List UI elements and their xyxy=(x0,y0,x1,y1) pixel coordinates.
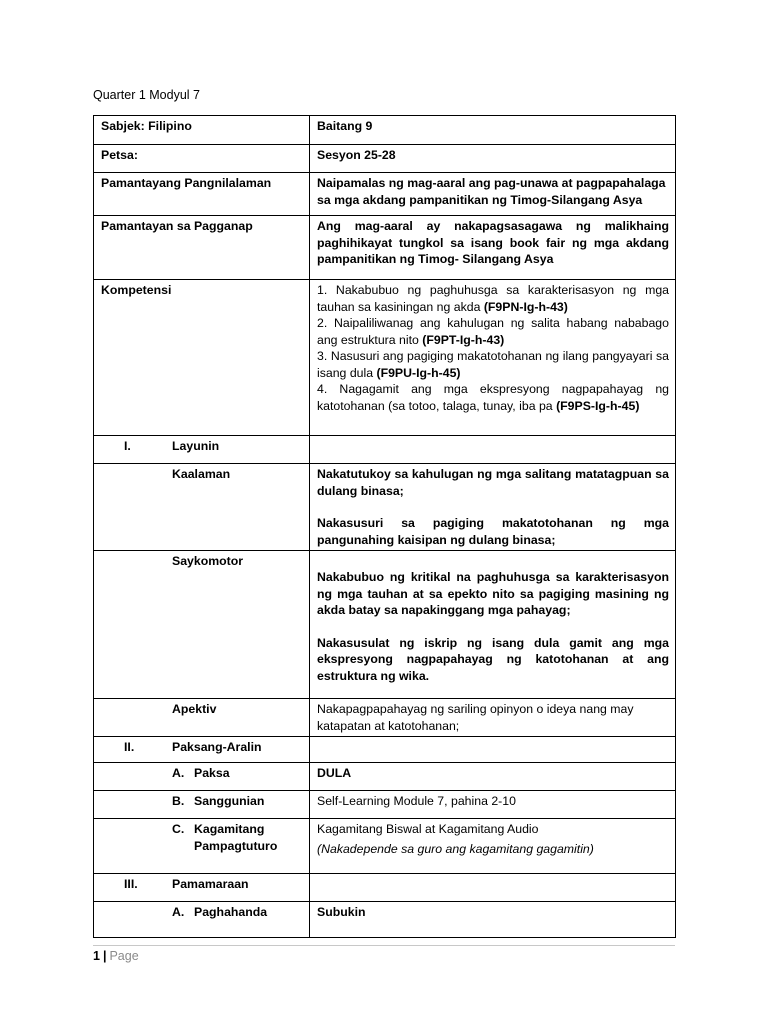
table-row xyxy=(94,551,676,699)
item-letter: A. xyxy=(172,905,185,919)
table-row xyxy=(94,173,676,216)
paghahanda-value: Subukin xyxy=(310,902,676,938)
table-row xyxy=(94,216,676,280)
table-row xyxy=(94,874,676,902)
sesyon-cell: Sesyon 25-28 xyxy=(310,145,676,173)
page-label: Page xyxy=(109,949,139,963)
table-row xyxy=(94,436,676,464)
kagamitan-value: Kagamitang Biswal at Kagamitang Audio (Nakadepende sa guro ang kagamitang gagamitin) xyxy=(310,819,676,874)
apektiv-value: Nakapagpapahayag ng sariling opinyon o ideya nang may katapatan at katotohanan; xyxy=(310,699,676,737)
sabjek-cell: Sabjek: Filipino xyxy=(94,116,310,145)
kompetensi-label: Kompetensi xyxy=(94,280,310,436)
layunin-header xyxy=(94,436,310,464)
table-row xyxy=(94,280,676,436)
section-number: III. xyxy=(124,877,138,891)
footer-separator: | xyxy=(102,949,107,963)
baitang-cell: Baitang 9 xyxy=(310,116,676,145)
kagamitan-note: (Nakadepende sa guro ang kagamitang gagamitin) xyxy=(317,841,594,856)
kompetensi-value xyxy=(310,280,676,436)
kompetensi-item: 1. Nakabubuo ng paghuhusga sa karakterisasyon ng mga tauhan sa kasiningan ng akda (F9PN-Ig-h-43) xyxy=(317,283,669,314)
page-number: 1 xyxy=(93,949,100,963)
section-number: I. xyxy=(124,439,131,453)
petsa-cell: Petsa: xyxy=(94,145,310,173)
kompetensi-item: 3. Nasusuri ang pagiging makatotohanan ng ilang pangyayari sa isang dula (F9PU-Ig-h-45) xyxy=(317,349,669,380)
paksa-label: Paksa xyxy=(194,766,230,780)
table-row xyxy=(94,116,676,145)
pagganap-value: Ang mag-aaral ay nakapagsasagawa ng malikhaing paghihikayat tungkol sa isang book fair ng mga akdang pampanitikan ng Timog- Silangang Asya xyxy=(310,216,676,280)
pangnilalaman-value: Naipamalas ng mag-aaral ang pag-unawa at pagpapahalaga sa mga akdang pampanitikan ng Timog-Silangang Asya xyxy=(310,173,676,216)
section-title: Pamamaraan xyxy=(172,877,249,891)
kaalaman-label: Kaalaman xyxy=(172,467,231,481)
page-title: Quarter 1 Modyul 7 xyxy=(93,88,200,102)
table-row xyxy=(94,819,676,874)
table-row xyxy=(94,902,676,938)
table-row xyxy=(94,464,676,551)
apektiv-label: Apektiv xyxy=(172,702,217,716)
sanggunian-label: Sanggunian xyxy=(194,794,265,808)
table-row xyxy=(94,791,676,819)
saykomotor-value: Nakabubuo ng kritikal na paghuhusga sa karakterisasyon ng mga tauhan at sa epekto nito sa pagiging masining ng akda batay sa napakinggang mga pahayag; Nakasusulat ng iskrip ng isang dula gamit ang mga ekspresyong nagpapahayag ng katotohanan at ang estruktura ng wika. xyxy=(310,551,676,699)
kompetensi-item: 4. Nagagamit ang mga ekspresyong nagpapahayag ng katotohanan (sa totoo, talaga, tunay, iba pa (F9PS-Ig-h-45) xyxy=(317,382,669,413)
section-title: Layunin xyxy=(172,439,220,453)
item-letter: B. xyxy=(172,794,185,808)
page-footer xyxy=(93,949,139,963)
kompetensi-item: 2. Naipaliliwanag ang kahulugan ng salita habang nababago ang estruktura nito (F9PT-Ig-h-43) xyxy=(317,316,669,347)
table-row xyxy=(94,737,676,763)
pangnilalaman-label: Pamantayang Pangnilalaman xyxy=(94,173,310,216)
lesson-plan-table xyxy=(93,115,676,938)
saykomotor-label: Saykomotor xyxy=(172,554,244,568)
paksa-value: DULA xyxy=(310,763,676,791)
paghahanda-label: Paghahanda xyxy=(194,905,268,919)
pagganap-label: Pamantayan sa Pagganap xyxy=(94,216,310,280)
section-title: Paksang-Aralin xyxy=(172,740,262,754)
section-number: II. xyxy=(124,740,135,754)
table-row xyxy=(94,699,676,737)
kagamitan-label: Kagamitang Pampagtuturo xyxy=(194,822,278,853)
item-letter: C. xyxy=(172,822,185,836)
footer-divider xyxy=(93,945,675,946)
table-row xyxy=(94,763,676,791)
sanggunian-value: Self-Learning Module 7, pahina 2-10 xyxy=(310,791,676,819)
table-row xyxy=(94,145,676,173)
kaalaman-value: Nakatutukoy sa kahulugan ng mga salitang matatagpuan sa dulang binasa; Nakasusuri sa pagiging makatotohanan ng mga pangunahing kaisipan ng dulang binasa; xyxy=(310,464,676,551)
item-letter: A. xyxy=(172,766,185,780)
